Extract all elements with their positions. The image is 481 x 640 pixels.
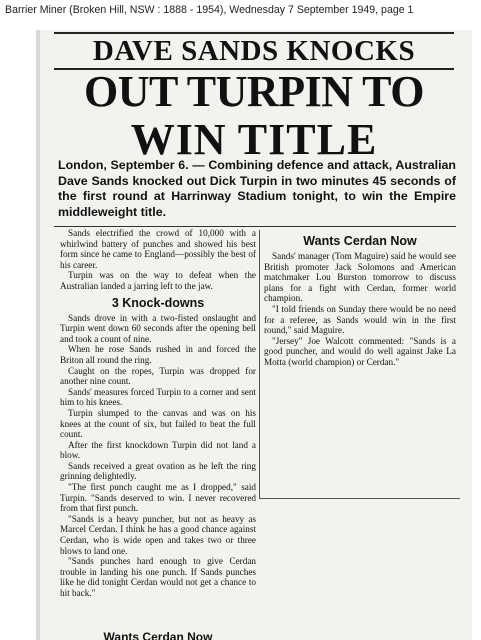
article-paragraph: Caught on the ropes, Turpin was dropped for another nine count. (60, 365, 256, 387)
newspaper-clipping (40, 30, 472, 640)
article-paragraph: Sands' measures forced Turpin to a corner and sent him to his knees. (60, 386, 256, 408)
headline-line-1: DAVE SANDS KNOCKS (54, 32, 454, 70)
article-paragraph: "Sands is a heavy puncher, but not as heavy as Marcel Cerdan. I think he has a good chance against Cerdan, who is wide open and takes two or three blows to land one. (60, 513, 256, 556)
article-paragraph: Turpin slumped to the canvas and was on his knees at the count of six, but failed to beat the full count. (60, 407, 256, 440)
article-paragraph: When he rose Sands rushed in and forced the Briton all round the ring. (60, 344, 256, 365)
subhead-knockdowns: 3 Knock-downs (111, 295, 205, 310)
right-column (264, 251, 456, 368)
headline-line-3: WIN TITLE (130, 115, 378, 164)
cut-off-subhead: Wants Cerdan Now (103, 630, 213, 640)
source-citation: Barrier Miner (Broken Hill, NSW : 1888 - 1954), Wednesday 7 September 1949, page 1 (5, 4, 414, 16)
article-paragraph: Sands electrified the crowd of 10,000 with a whirlwind battery of punches and showed his best form since he came to England—possibly the best of his career. (60, 228, 256, 270)
article-paragraph: "Jersey" Joe Walcott commented: "Sands is a good puncher, and would do well against Jake La Motta (world champion) or Cerdan." (264, 335, 456, 367)
article-paragraph: "Sands punches hard enough to give Cerdan trouble in landing his one punch. If Sands punches like he did tonight Cerdan would not get a chance to hit back." (60, 556, 256, 598)
article-paragraph: After the first knockdown Turpin did not land a blow. (60, 439, 256, 461)
article-paragraph: Sands drove in with a two-fisted onslaught and Turpin went down 60 seconds after the opening bell and took a count of nine. (60, 312, 256, 344)
headline-line-2: OUT TURPIN TO (84, 67, 424, 116)
left-column (60, 228, 256, 599)
article-paragraph: Sands' manager (Tom Maguire) said he would see British promoter Jack Solomons and American matchmaker Lou Burston tomorrow to discuss plans for a fight with Cerdan, former world champion. (264, 251, 456, 304)
sidebar-box (259, 230, 460, 499)
article-paragraph: "The first punch caught me as I dropped," said Turpin. "Sands deserved to win. I never recovered from that first punch. (60, 482, 256, 514)
lede-text: London, September 6. — Combining defence and attack, Australian Dave Sands knocked out Dick Turpin in two minutes 45 seconds of the first round at Harrinway Stadium tonight, to win the Empire middleweight title. (58, 158, 456, 219)
article-paragraph: Turpin was on the way to defeat when the Australian landed a jarring left to the jaw. (60, 270, 256, 291)
subhead-wants-cerdan: Wants Cerdan Now (303, 234, 417, 248)
lede-paragraph (58, 158, 456, 220)
article-paragraph: "I told friends on Sunday there would be no need for a referee, as Sands would win in the first round," said Maguire. (264, 303, 456, 336)
article-paragraph: Sands received a great ovation as he left the ring grinning delightedly. (60, 460, 256, 482)
column-rule (54, 226, 456, 227)
